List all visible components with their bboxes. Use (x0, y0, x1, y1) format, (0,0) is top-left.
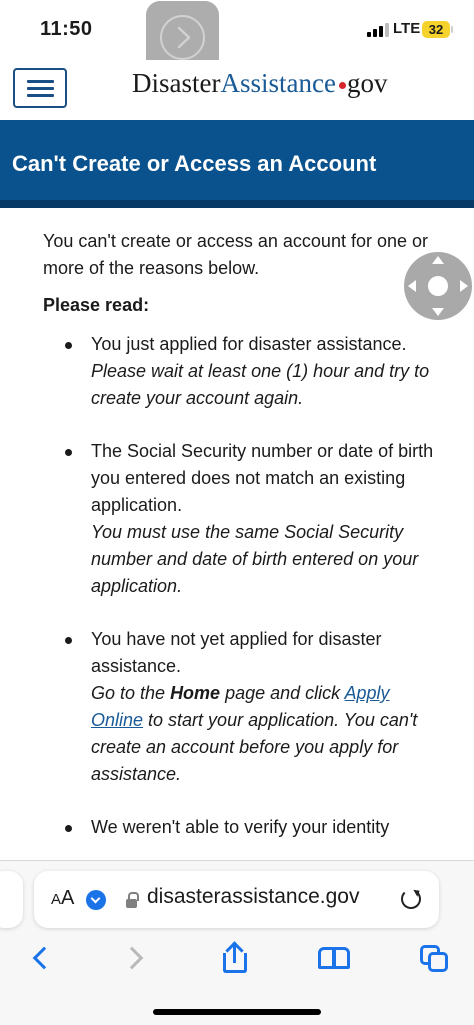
arrow-left-icon (408, 280, 416, 292)
reload-icon[interactable] (401, 889, 421, 909)
note-text: Go to the (91, 683, 171, 703)
arrow-down-icon (432, 308, 444, 316)
reason-list (43, 331, 443, 841)
site-logo[interactable] (132, 68, 387, 99)
forward-button[interactable] (124, 943, 150, 973)
main-content (43, 228, 443, 867)
forward-icon (121, 947, 144, 970)
browser-toolbar (0, 860, 474, 1025)
logo-dot (339, 82, 346, 89)
floating-nav-control[interactable] (404, 252, 472, 320)
logo-text-gov: gov (346, 68, 388, 98)
arrow-right-icon (460, 280, 468, 292)
title-banner (0, 120, 474, 208)
note-text: to start your application. You can't create an account before you apply for assistance. (91, 710, 418, 784)
share-button[interactable] (221, 943, 249, 973)
page-title: Can't Create or Access an Account (12, 151, 377, 176)
signal-icon (367, 23, 389, 37)
aa-small: A (51, 891, 62, 908)
aa-big: A (61, 887, 75, 909)
intro-text: You can't create or access an account for one or more of the reasons below. (43, 231, 429, 278)
list-item (91, 814, 443, 841)
reason-text: You have not yet applied for disaster assistance. (91, 629, 382, 676)
download-icon[interactable] (86, 890, 106, 910)
reason-note (91, 680, 443, 788)
menu-button[interactable] (13, 68, 67, 108)
logo-text-disaster: Disaster (132, 68, 221, 98)
home-indicator[interactable] (153, 1009, 321, 1015)
previous-tab-preview[interactable] (0, 871, 23, 928)
battery-tip (451, 26, 453, 33)
reader-settings-button[interactable] (51, 887, 74, 910)
note-text: page and click (220, 683, 345, 703)
apply-online-link[interactable]: Apply Online (91, 683, 390, 730)
reason-note: Please wait at least one (1) hour and try to create your account again. (91, 361, 430, 408)
reason-text: We weren't able to verify your identity (91, 817, 390, 837)
reason-text: You just applied for disaster assistance. (91, 334, 407, 354)
list-item (91, 438, 443, 600)
status-bar (0, 0, 474, 60)
url-text[interactable]: disasterassistance.gov (147, 885, 360, 908)
home-emphasis: Home (170, 683, 221, 703)
site-header (0, 60, 474, 120)
reason-text: The Social Security number or date of birth you entered does not match an existing application. (91, 441, 434, 515)
logo-text-assistance: Assistance (220, 68, 336, 98)
back-icon (33, 947, 56, 970)
lock-icon (126, 899, 137, 908)
reason-note: You must use the same Social Security number and date of birth entered on your application. (91, 522, 419, 596)
list-item (91, 331, 443, 412)
network-label: LTE (393, 20, 421, 37)
status-time: 11:50 (40, 18, 93, 40)
chevron-right-icon (160, 15, 205, 60)
address-bar[interactable] (34, 871, 439, 928)
back-button[interactable] (28, 943, 54, 973)
arrow-up-icon (432, 256, 444, 264)
nav-center-dot (428, 276, 448, 296)
list-item (91, 626, 443, 788)
tabs-button[interactable] (420, 943, 452, 973)
please-read-heading: Please read: (43, 295, 150, 315)
hamburger-icon (27, 80, 54, 83)
battery-icon: 32 (422, 21, 450, 38)
bookmarks-button[interactable] (318, 943, 354, 973)
